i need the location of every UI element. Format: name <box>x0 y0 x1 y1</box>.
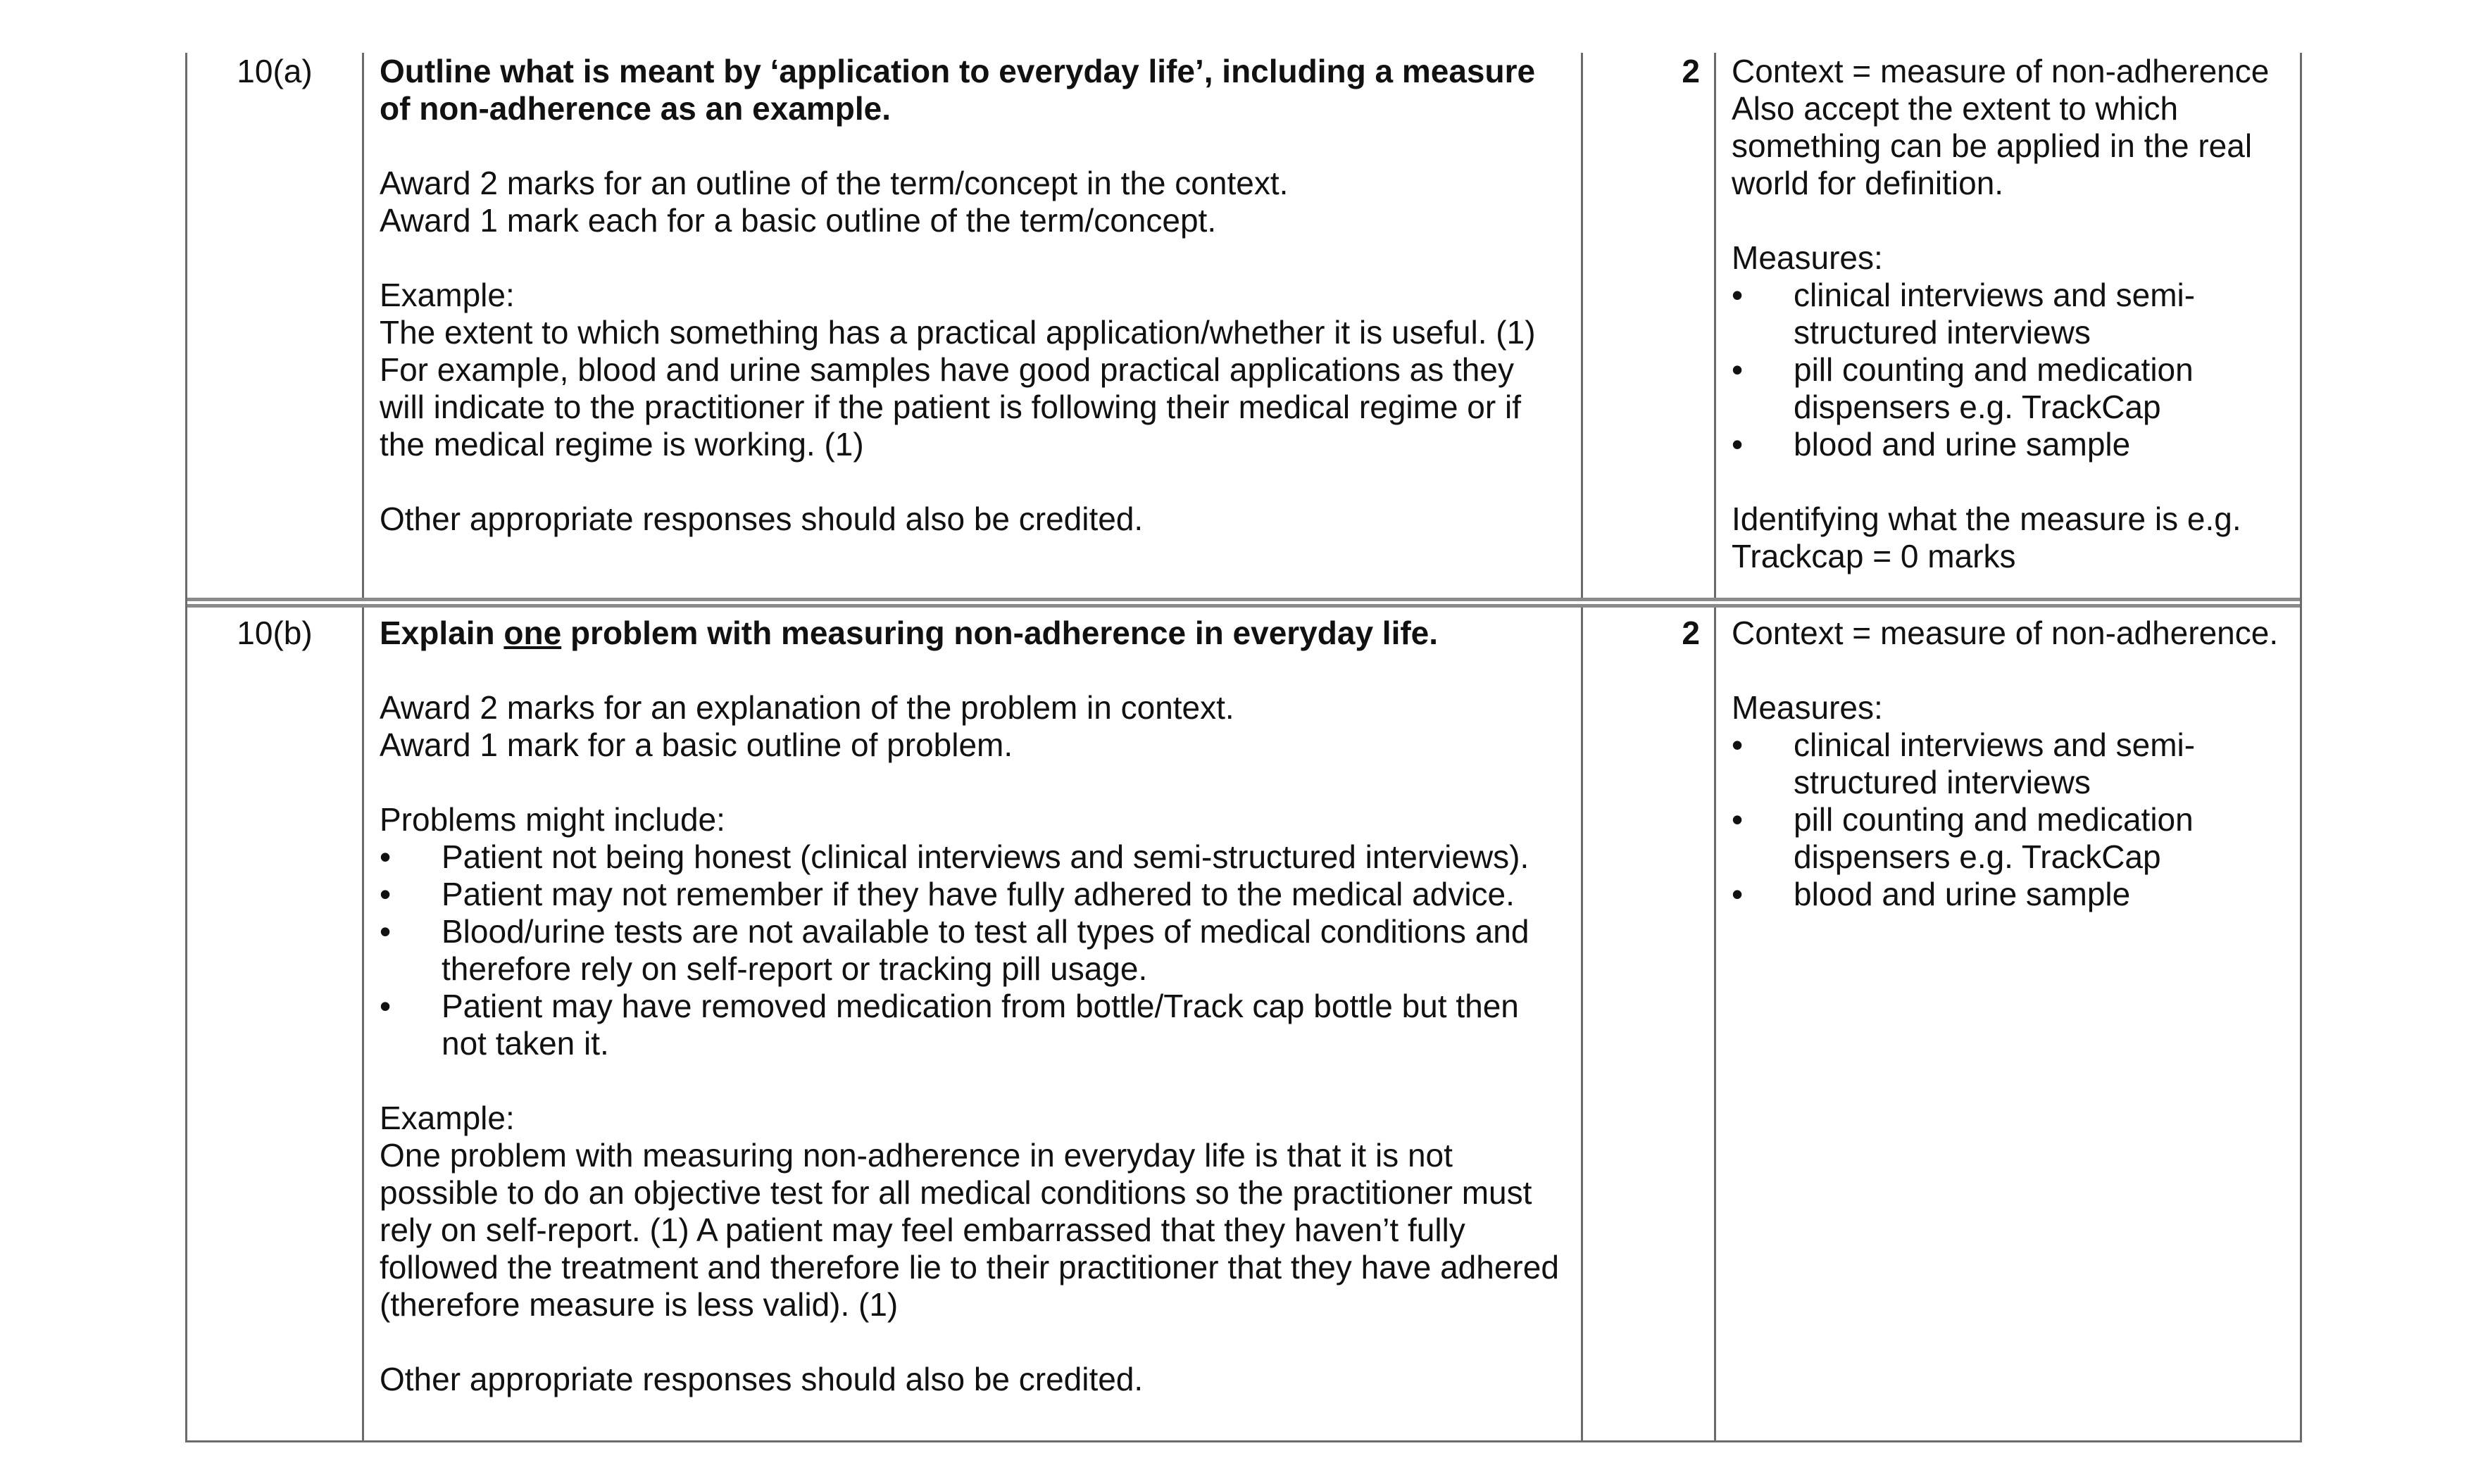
guidance-also-accept: Also accept the extent to which something can be applied in the real world for definition. <box>1732 90 2253 201</box>
list-item: • pill counting and medication dispensers e.g. TrackCap <box>1732 351 2286 426</box>
list-item: • blood and urine sample <box>1732 426 2286 463</box>
problems-label: Problems might include: <box>380 801 725 838</box>
list-item: • Patient not being honest (clinical interviews and semi-structured interviews). <box>380 838 1567 876</box>
marks-cell: 2 <box>1581 53 1714 598</box>
list-item: • Patient may not remember if they have fully adhered to the medical advice. <box>380 876 1567 913</box>
guidance-note: Identifying what the measure is e.g. Trackcap = 0 marks <box>1732 501 2241 574</box>
award-line: Award 1 mark each for a basic outline of the term/concept. <box>380 202 1217 239</box>
guidance-context: Context = measure of non-adherence <box>1732 53 2270 89</box>
answer-cell <box>362 53 1581 598</box>
example-label: Example: <box>380 1100 515 1136</box>
list-item: • pill counting and medication dispensers e.g. TrackCap <box>1732 801 2286 876</box>
measures-label: Measures: <box>1732 239 1883 276</box>
award-line: Award 2 marks for an explanation of the problem in context. <box>380 689 1234 726</box>
question-row-10a <box>187 53 2300 598</box>
question-number: 10(a) <box>237 53 313 89</box>
award-line: Award 2 marks for an outline of the term/concept in the context. <box>380 165 1289 201</box>
example-label: Example: <box>380 277 515 313</box>
list-item: • clinical interviews and semi-structured interviews <box>1732 277 2286 351</box>
question-title: Explain one problem with measuring non-adherence in everyday life. <box>380 615 1439 651</box>
question-number: 10(b) <box>237 615 313 651</box>
guidance-context: Context = measure of non-adherence. <box>1732 615 2279 651</box>
guidance-cell <box>1714 608 2296 1440</box>
list-item: • blood and urine sample <box>1732 876 2286 913</box>
problems-list <box>380 838 1567 1062</box>
list-item: • Patient may have removed medication from bottle/Track cap bottle but then not taken it. <box>380 988 1567 1062</box>
example-text: One problem with measuring non-adherence in everyday life is that it is not possible to do an objective test for all medical conditions so the practitioner must rely on self-report. (1) A patient may feel embarrassed that they haven’t fully followed the treatment and therefore lie to their practitioner that they have adhered (therefore measure is less valid). (1) <box>380 1137 1559 1323</box>
other-responses-note: Other appropriate responses should also be credited. <box>380 1361 1144 1397</box>
measures-list <box>1732 727 2286 913</box>
example-text: The extent to which something has a practical application/whether it is useful. (1) <box>380 314 1536 351</box>
question-title: Outline what is meant by ‘application to everyday life’, including a measure of non-adherence as an example. <box>380 53 1536 127</box>
measures-label: Measures: <box>1732 689 1883 726</box>
other-responses-note: Other appropriate responses should also be credited. <box>380 501 1144 537</box>
award-line: Award 1 mark for a basic outline of problem. <box>380 727 1013 763</box>
emphasis-underline: one <box>503 615 562 651</box>
mark-scheme-table <box>185 53 2302 1442</box>
guidance-cell <box>1714 53 2296 598</box>
example-text: For example, blood and urine samples have good practical applications as they will indicate to the practitioner if the patient is following their medical regime or if the medical regime is working. (1) <box>380 351 1521 463</box>
marks-cell: 2 <box>1581 608 1714 1440</box>
answer-cell <box>362 608 1581 1440</box>
list-item: • clinical interviews and semi-structured interviews <box>1732 727 2286 801</box>
list-item: • Blood/urine tests are not available to test all types of medical conditions and therefore rely on self-report or tracking pill usage. <box>380 913 1567 988</box>
measures-list <box>1732 277 2286 463</box>
question-row-10b <box>187 598 2300 1440</box>
